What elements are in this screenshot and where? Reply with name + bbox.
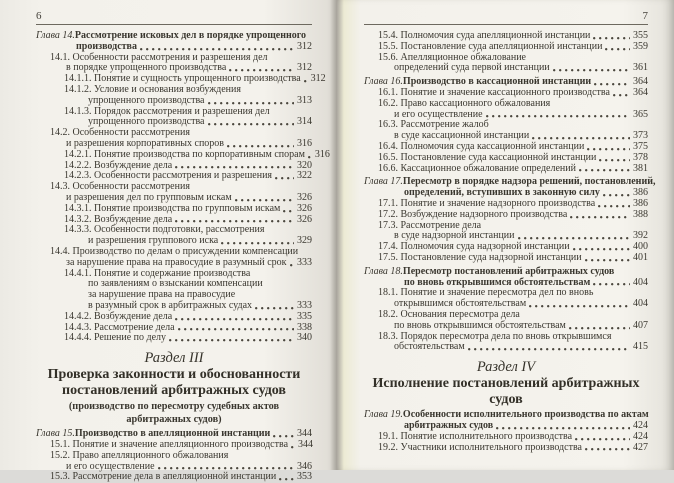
- dot-leader-icon: [585, 259, 630, 262]
- header-rule-left: [36, 24, 312, 25]
- toc-line: [36, 462, 312, 473]
- dot-leader-icon: [575, 438, 630, 441]
- page-ref: 312: [310, 73, 326, 85]
- toc-entry-text: за нарушение права на правосудие в разумный срок: [66, 256, 287, 268]
- dot-leader-icon: [603, 194, 630, 197]
- page-ref: 329: [297, 235, 312, 247]
- toc-item-entry: [364, 99, 648, 121]
- page-ref: 326: [297, 191, 312, 203]
- toc-right: [364, 30, 656, 453]
- dot-leader-icon: [518, 237, 631, 240]
- toc-entry-text: 15.4. Полномочия суда апелляционной инстанции: [378, 30, 591, 41]
- toc-entry-text: обстоятельствам: [394, 341, 465, 353]
- toc-line: [36, 451, 312, 462]
- page-ref: 361: [633, 62, 648, 74]
- toc-entry-text: 15.5. Постановление суда апелляционной инстанции: [378, 40, 603, 52]
- toc-entry-text: 14.4.2. Возбуждение дела: [64, 310, 173, 322]
- toc-entry-text: производства: [76, 40, 137, 52]
- page-ref: 415: [633, 341, 648, 353]
- dot-leader-icon: [529, 305, 630, 308]
- section-heading: Раздел IV: [476, 359, 536, 376]
- toc-entry-text: 16.1. Понятие и значение кассационного производства: [378, 86, 610, 98]
- toc-item-entry: [36, 107, 312, 129]
- dot-leader-icon: [275, 177, 294, 180]
- toc-entry-text: по вновь открывшимся обстоятельствам: [394, 319, 566, 331]
- toc-entry-text: Особенности исполнительного производства по актам: [402, 409, 649, 421]
- dot-leader-icon: [579, 169, 630, 172]
- page-ref: 344: [297, 428, 312, 440]
- toc-entry-text: 14.2.2. Возбуждение дела: [64, 159, 173, 171]
- section-subtitle: (производство по пересмотру судебных актов арбитражных судов): [68, 401, 280, 426]
- page-ref: 364: [633, 86, 648, 98]
- toc-line: [364, 63, 648, 74]
- page-right: [337, 0, 674, 470]
- section-title: [36, 367, 312, 398]
- toc-item-entry: [36, 451, 312, 473]
- toc-item-entry: [364, 53, 648, 75]
- toc-entry-text: 17.4. Полномочия суда надзорной инстанции: [378, 241, 570, 253]
- toc-entry-text: 18.1. Понятие и значение пересмотра дел по вновь: [378, 287, 594, 299]
- page-ref: 333: [297, 299, 312, 311]
- toc-left: [36, 30, 330, 483]
- dot-leader-icon: [308, 156, 312, 159]
- page-ref: 427: [633, 441, 648, 453]
- toc-entry-text: 14.3.3. Особенности подготовки, рассмотрения: [64, 224, 265, 236]
- toc-entry-text: 15.1. Понятие и значение апелляционного производства: [50, 438, 289, 450]
- dot-leader-icon: [169, 339, 294, 342]
- toc-chapter-entry: [36, 31, 312, 53]
- toc-item-entry: [364, 120, 648, 142]
- dot-leader-icon: [290, 264, 295, 267]
- toc-entry-text: в порядке упрощенного производства: [66, 62, 227, 74]
- toc-entry-text: 14.2. Особенности рассмотрения: [50, 127, 190, 139]
- section-heading: Раздел III: [144, 350, 204, 367]
- dot-leader-icon: [221, 242, 294, 245]
- toc-line: [364, 99, 648, 110]
- toc-entry-text: в суде кассационной инстанции: [394, 130, 530, 142]
- page-ref: 375: [633, 140, 648, 152]
- toc-item-entry: [36, 472, 312, 483]
- dot-leader-icon: [594, 83, 630, 86]
- toc-entry-text: и разрешения корпоративных споров: [66, 137, 225, 149]
- toc-line: [364, 443, 648, 454]
- toc-entry-text: упрощенного производства: [88, 94, 205, 106]
- toc-entry-text: Пересмотр в порядке надзора решений, постановлений,: [402, 176, 656, 188]
- page-ref: 333: [297, 256, 312, 268]
- toc-line: [36, 204, 312, 215]
- toc-line: [36, 472, 312, 483]
- toc-entry-text: 14.4.4. Решение по делу: [64, 332, 167, 344]
- toc-line: [364, 432, 648, 443]
- page-ref: 316: [314, 148, 330, 160]
- header-rule-right: [364, 24, 648, 25]
- toc-entry-text: 14.1.3. Порядок рассмотрения и разрешения дел: [64, 105, 270, 117]
- page-ref: 359: [633, 40, 648, 52]
- page-ref: 340: [297, 332, 312, 344]
- toc-chapter-entry: [364, 176, 656, 199]
- page-ref: 381: [633, 162, 648, 174]
- toc-item-entry: [36, 333, 312, 344]
- page-ref: 401: [633, 251, 648, 263]
- toc-item-entry: [36, 312, 312, 323]
- dot-leader-icon: [570, 216, 630, 219]
- page-ref: 313: [297, 94, 312, 106]
- toc-entry-text: 16.4. Полномочия суда кассационной инстанции: [378, 140, 585, 152]
- toc-entry-text: по вновь открывшимся обстоятельствам: [404, 276, 591, 288]
- toc-entry-text: по заявлениям о взыскании компенсации: [88, 278, 263, 290]
- page-ref: 407: [633, 319, 648, 331]
- page-ref: 353: [297, 471, 312, 483]
- page-ref: 386: [633, 187, 648, 199]
- toc-entry-text: 14.4.3. Рассмотрение дела: [64, 321, 175, 333]
- toc-entry-text: и разрешения дел по групповым искам: [66, 191, 232, 203]
- toc-entry-text: определений суда первой инстанции: [394, 62, 550, 74]
- dot-leader-icon: [279, 478, 294, 481]
- toc-entry-text: 14.3. Особенности рассмотрения: [50, 181, 190, 193]
- toc-line: [364, 42, 648, 53]
- dot-leader-icon: [599, 159, 630, 162]
- page-ref: 312: [297, 62, 312, 74]
- toc-entry-text: упрощенного производства: [88, 116, 205, 128]
- dot-leader-icon: [468, 348, 630, 351]
- page-ref: 320: [297, 159, 312, 171]
- toc-entry-text: Производство в кассационной инстанции: [402, 76, 592, 88]
- toc-item-entry: [36, 85, 312, 107]
- toc-item-entry: [364, 153, 648, 164]
- page-ref: 386: [633, 197, 648, 209]
- toc-line: [364, 253, 648, 264]
- dot-leader-icon: [593, 283, 630, 286]
- toc-entry-text: 16.2. Право кассационного обжалования: [378, 97, 551, 109]
- page-number-right: 7: [642, 10, 648, 22]
- page-ref: 378: [633, 151, 648, 163]
- page-ref: 335: [297, 310, 312, 322]
- toc-item-entry: [36, 148, 330, 161]
- toc-entry-text: и разрешения группового иска: [88, 235, 219, 247]
- toc-line: [36, 96, 312, 107]
- toc-entry-text: 14.2.3. Особенности рассмотрения и разрешения: [64, 170, 273, 182]
- dot-leader-icon: [208, 123, 295, 126]
- dot-leader-icon: [304, 80, 308, 83]
- toc-entry-text: и его осуществление: [394, 108, 483, 120]
- toc-entry-text: 15.3. Рассмотрение дела в апелляционной инстанции: [50, 471, 277, 483]
- dot-leader-icon: [291, 446, 295, 449]
- toc-item-entry: [364, 253, 648, 264]
- toc-entry-text: 18.2. Основания пересмотра дела: [378, 308, 520, 320]
- chapter-label: Глава 19.: [364, 409, 403, 421]
- page-ref: 365: [633, 108, 648, 120]
- dot-leader-icon: [255, 307, 294, 310]
- toc-entry-text: 14.2.1. Понятие производства по корпоративным спорам: [64, 148, 305, 160]
- page-ref: 404: [633, 276, 648, 288]
- dot-leader-icon: [486, 115, 630, 118]
- toc-entry-text: 14.1. Особенности рассмотрения и разрешения дел: [50, 51, 268, 63]
- page-number-left: 6: [36, 10, 42, 22]
- toc-item-entry: [364, 310, 648, 332]
- toc-item-entry: [364, 164, 648, 175]
- toc-entry-text: 16.3. Рассмотрение жалоб: [378, 119, 489, 131]
- toc-entry-text: 14.3.2. Возбуждение дела: [64, 213, 173, 225]
- toc-entry-text: 17.2. Возбуждение надзорного производства: [378, 208, 568, 220]
- toc-item-entry: [364, 432, 648, 443]
- toc-entry-text: 15.6. Апелляционное обжалование: [378, 51, 526, 63]
- toc-line: [36, 148, 330, 161]
- toc-line: [36, 258, 312, 269]
- toc-chapter-entry: [364, 267, 648, 289]
- toc-item-entry: [36, 53, 312, 75]
- toc-entry-text: Рассмотрение исковых дел в порядке упрощенного: [74, 30, 307, 41]
- toc-entry-text: 15.2. Право апелляционного обжалования: [50, 449, 229, 461]
- toc-entry-text: Пересмотр постановлений арбитражных судов: [402, 265, 615, 277]
- toc-line: [364, 267, 648, 278]
- chapter-label: Глава 15.: [36, 428, 75, 440]
- toc-chapter-entry: [364, 410, 648, 432]
- toc-item-entry: [36, 247, 312, 269]
- page-ref: 326: [297, 213, 312, 225]
- section-title-line: постановлений арбитражных судов: [62, 382, 286, 398]
- page-ref: 344: [298, 438, 314, 450]
- page-ref: 326: [297, 202, 312, 214]
- toc-line: [36, 312, 312, 323]
- page-ref: 314: [297, 116, 312, 128]
- dot-leader-icon: [208, 102, 295, 105]
- page-ref: 392: [633, 230, 648, 242]
- page-ref: 364: [633, 76, 648, 88]
- toc-item-entry: [36, 182, 312, 204]
- toc-item-entry: [36, 225, 312, 247]
- toc-entry-text: 17.1. Понятие и значение надзорного производства: [378, 197, 596, 209]
- toc-item-entry: [36, 128, 312, 150]
- page-ref: 388: [633, 208, 648, 220]
- dot-leader-icon: [283, 210, 294, 213]
- toc-item-entry: [364, 221, 648, 243]
- dot-leader-icon: [532, 137, 630, 140]
- toc-entry-text: 17.3. Рассмотрение дела: [378, 219, 482, 231]
- toc-entry-text: открывшимся обстоятельствам: [394, 298, 527, 310]
- page-ref: 316: [297, 137, 312, 149]
- toc-entry-text: за нарушение права на правосудие: [88, 289, 236, 301]
- chapter-label: Глава 18.: [364, 265, 403, 277]
- toc-item-entry: [36, 269, 312, 312]
- page-ref: 404: [633, 298, 648, 310]
- toc-entry-text: 16.6. Кассационное обжалование определений: [378, 162, 576, 174]
- page-ref: 400: [633, 241, 648, 253]
- toc-line: [364, 321, 648, 332]
- section-title: [364, 376, 648, 407]
- page-ref: 424: [633, 419, 648, 431]
- toc-line: [364, 164, 648, 175]
- dot-leader-icon: [175, 220, 294, 223]
- section-title-line: Проверка законности и обоснованности: [47, 367, 301, 383]
- dot-leader-icon: [227, 145, 294, 148]
- dot-leader-icon: [585, 448, 630, 451]
- toc-entry-text: 18.3. Порядок пересмотра дела по вновь открывшимся: [378, 330, 612, 342]
- page-ref: 355: [633, 30, 648, 41]
- toc-entry-text: Производство в апелляционной инстанции: [74, 428, 271, 440]
- dot-leader-icon: [598, 205, 630, 208]
- dot-leader-icon: [175, 166, 294, 169]
- page-ref: 338: [297, 321, 312, 333]
- chapter-label: Глава 16.: [364, 76, 403, 88]
- dot-leader-icon: [605, 48, 630, 51]
- toc-entry-text: 14.1.2. Условие и основания возбуждения: [64, 83, 241, 95]
- dot-leader-icon: [613, 94, 630, 97]
- toc-entry-text: в разумный срок в арбитражных судах: [88, 299, 253, 311]
- toc-line: [364, 210, 648, 221]
- dot-leader-icon: [235, 199, 294, 202]
- page-ref: 373: [633, 130, 648, 142]
- toc-entry-text: 16.5. Постановление суда кассационной инстанции: [378, 151, 597, 163]
- page-ref: 424: [633, 430, 648, 442]
- dot-leader-icon: [573, 248, 630, 251]
- dot-leader-icon: [569, 327, 630, 330]
- dot-leader-icon: [273, 435, 294, 438]
- toc-item-entry: [364, 288, 648, 310]
- toc-item-entry: [364, 332, 648, 354]
- chapter-label: Глава 14.: [36, 30, 75, 41]
- toc-entry-text: определений, вступивших в законную силу: [404, 187, 600, 199]
- dot-leader-icon: [496, 427, 630, 430]
- toc-entry-text: 19.1. Понятие исполнительного производства: [378, 430, 573, 442]
- toc-entry-text: 17.5. Постановление суда надзорной инстанции: [378, 251, 582, 263]
- toc-entry-text: 14.1.1. Понятие и сущность упрощенного производства: [64, 73, 301, 85]
- toc-item-entry: [364, 42, 648, 53]
- dot-leader-icon: [553, 69, 630, 72]
- toc-entry-text: в суде надзорной инстанции: [394, 230, 515, 242]
- toc-item-entry: [36, 204, 312, 215]
- toc-line: [364, 342, 648, 353]
- toc-entry-text: 14.4. Производство по делам о присуждении компенсации: [50, 245, 299, 257]
- dot-leader-icon: [587, 148, 630, 151]
- toc-entry-text: и его осуществление: [66, 460, 155, 472]
- toc-entry-text: арбитражных судов: [404, 419, 494, 431]
- toc-entry-text: 14.3.1. Понятие производства по групповым искам: [64, 202, 281, 214]
- page-ref: 312: [297, 40, 312, 52]
- dot-leader-icon: [175, 318, 294, 321]
- toc-item-entry: [364, 443, 648, 454]
- page-ref: 346: [297, 460, 312, 472]
- toc-line: [364, 153, 648, 164]
- page-ref: 322: [297, 170, 312, 182]
- section-title-line: Исполнение постановлений арбитражных судов: [372, 376, 640, 407]
- dot-leader-icon: [178, 328, 294, 331]
- toc-entry-text: 14.4.1. Понятие и содержание производства: [64, 267, 251, 279]
- dot-leader-icon: [229, 69, 294, 72]
- toc-entry-text: 19.2. Участники исполнительного производства: [378, 441, 582, 453]
- toc-line: [36, 333, 312, 344]
- chapter-label: Глава 17.: [364, 176, 403, 188]
- toc-item-entry: [364, 210, 648, 221]
- dot-leader-icon: [140, 48, 294, 51]
- toc-line: [36, 42, 312, 53]
- dot-leader-icon: [593, 37, 630, 40]
